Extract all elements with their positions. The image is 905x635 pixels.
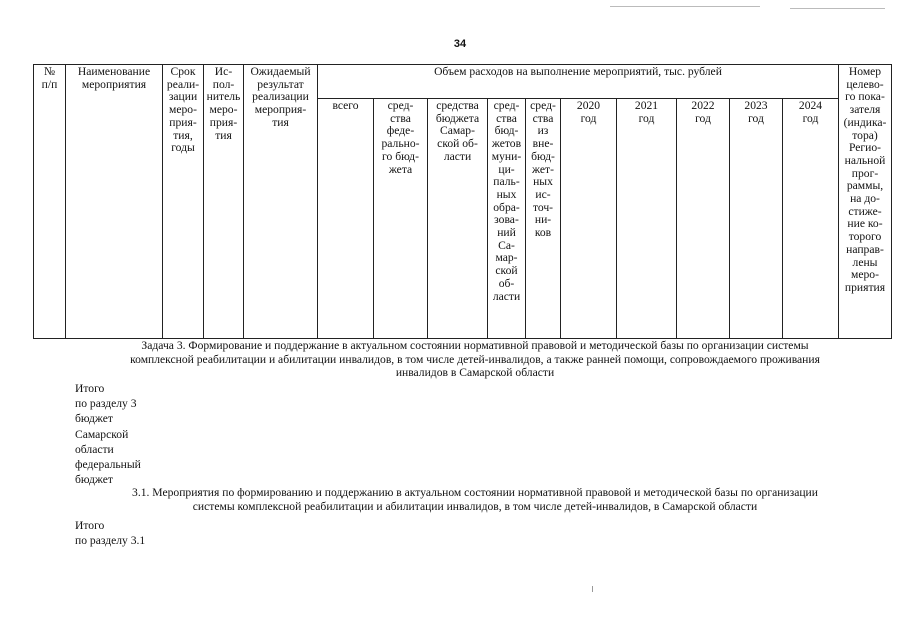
task-3-heading: Задача 3. Формирование и поддержание в актуальном состоянии нормативной правовой и методической базы по организации системы комплексной реабилитации и абилитации инвалидов, в том числе детей-инвалидов, а также ранней помощи, сопровождаемого проживания инвалидов в Самарской области: [130, 339, 820, 380]
section-3-1-totals: Итого по разделу 3.1: [75, 519, 146, 548]
column-header-indicator: Номер целево- го пока- зателя (индика- тора) Регио- нальной прог- раммы, на до- стиже- ние ко- торого направ- лены меро- приятия: [839, 65, 892, 339]
column-header-total: всего: [318, 99, 374, 339]
column-header-term: Срок реали- зации меро- прия- тия, годы: [163, 65, 204, 339]
column-header-federal: сред- ства феде- рально- го бюд- жета: [374, 99, 428, 339]
column-header-2021: 2021 год: [617, 99, 677, 339]
column-header-number: № п/п: [34, 65, 66, 339]
column-header-regional: средства бюджета Самар- ской об- ласти: [428, 99, 488, 339]
scan-artifact-dot: [592, 586, 593, 592]
item-3-1-heading: 3.1. Мероприятия по формированию и поддержанию в актуальном состоянии нормативной правовой и методической базы по организации системы комплексной реабилитации и абилитации инвалидов, в том числе детей-инвалидов, в Самарской области: [132, 486, 818, 513]
column-header-executor: Ис- пол- нитель меро- прия- тия: [204, 65, 244, 339]
column-header-extrabudget: сред- ства из вне- бюд- жет- ных ис- точ- ни- ков: [526, 99, 561, 339]
column-header-2020: 2020 год: [561, 99, 617, 339]
scan-artifact-line: [790, 8, 885, 9]
expenses-table: [33, 64, 892, 339]
column-header-expenses: Объем расходов на выполнение мероприятий, тыс. рублей: [318, 65, 839, 99]
column-header-2024: 2024 год: [783, 99, 839, 339]
column-header-name: Наименование мероприятия: [66, 65, 163, 339]
column-header-2022: 2022 год: [677, 99, 730, 339]
column-header-2023: 2023 год: [730, 99, 783, 339]
column-header-result: Ожидаемый результат реализации мероприя- тия: [244, 65, 318, 339]
scan-artifact-line: [610, 6, 760, 7]
column-header-municipal: сред- ства бюд- жетов муни- ци- паль- ных обра- зова- ний Са- мар- ской об- ласти: [488, 99, 526, 339]
page-number: 34: [453, 38, 467, 50]
section-3-totals: Итого по разделу 3 бюджет Самарской области федеральный бюджет: [75, 382, 141, 487]
